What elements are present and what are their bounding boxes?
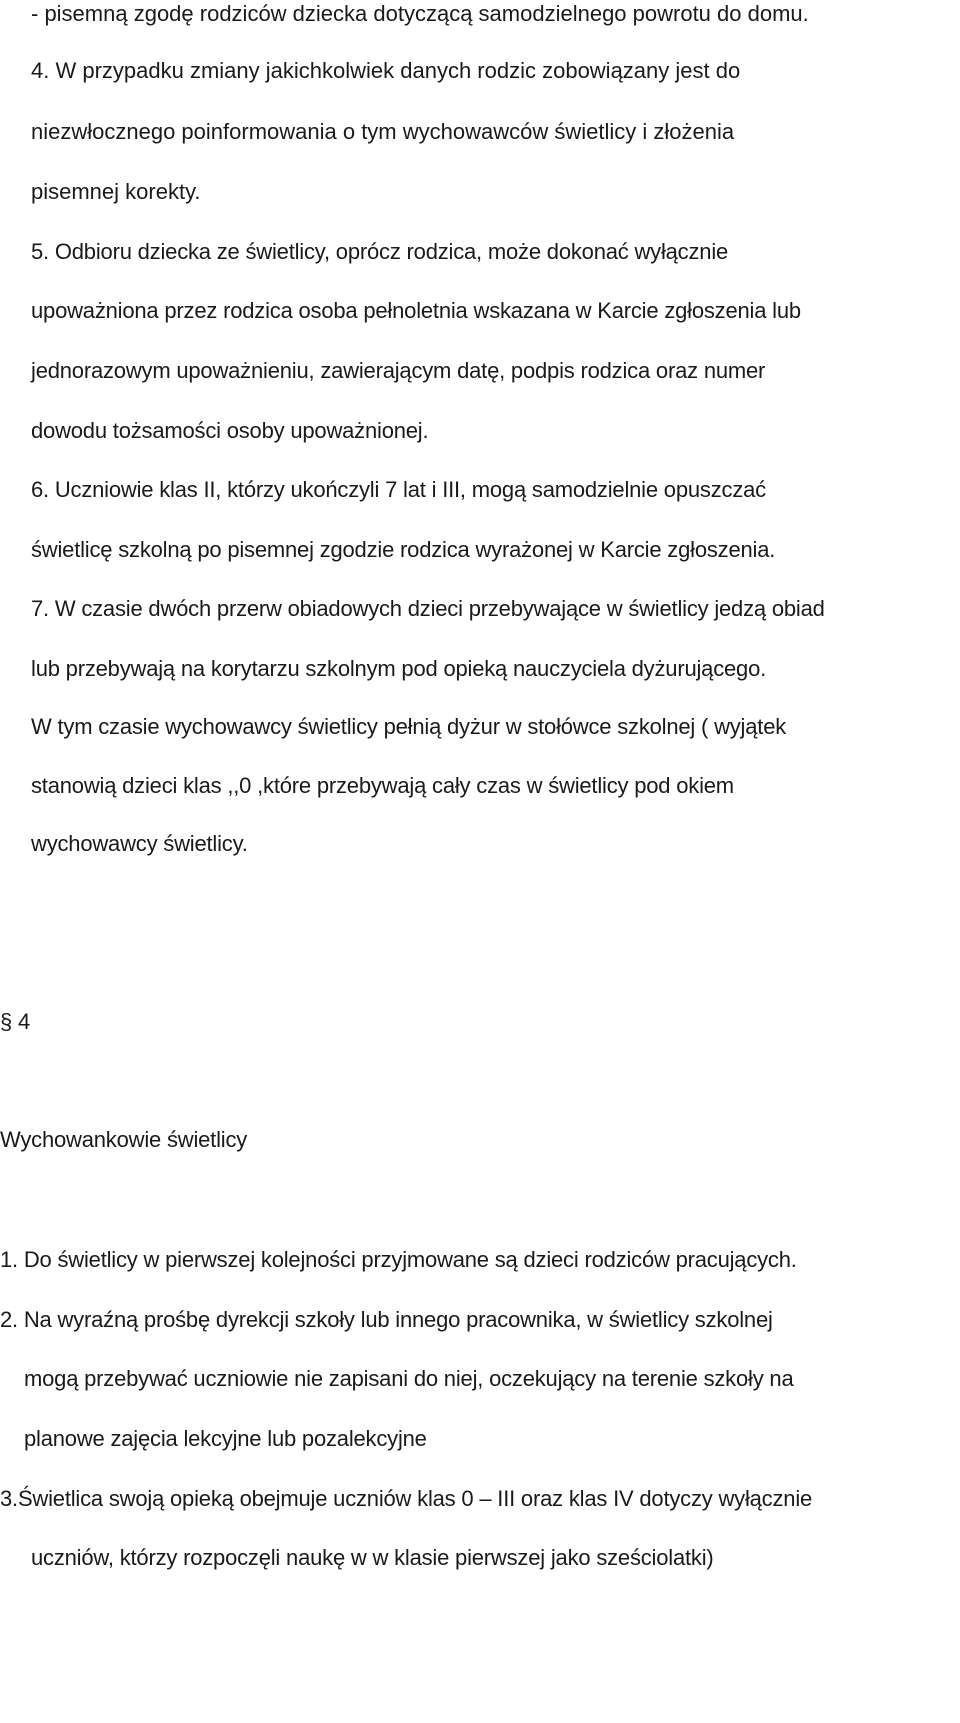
text-line: planowe zajęcia lekcyjne lub pozalekcyjne	[24, 1426, 427, 1451]
text-line: 6. Uczniowie klas II, którzy ukończyli 7 lat i III, mogą samodzielnie opuszczać	[31, 477, 766, 502]
text-line: 2. Na wyraźną prośbę dyrekcji szkoły lub innego pracownika, w świetlicy szkolnej	[0, 1307, 773, 1332]
text-line: świetlicę szkolną po pisemnej zgodzie rodzica wyrażonej w Karcie zgłoszenia.	[31, 537, 776, 562]
text-line: uczniów, którzy rozpoczęli naukę w w klasie pierwszej jako sześciolatki)	[31, 1545, 714, 1570]
text-line: mogą przebywać uczniowie nie zapisani do niej, oczekujący na terenie szkoły na	[24, 1366, 794, 1391]
text-line: 1. Do świetlicy w pierwszej kolejności przyjmowane są dzieci rodziców pracujących.	[0, 1247, 797, 1272]
section-number: § 4	[0, 1009, 30, 1034]
text-line: wychowawcy świetlicy.	[31, 831, 248, 856]
text-line: stanowią dzieci klas ,,0 ,które przebywają cały czas w świetlicy pod okiem	[31, 773, 734, 798]
text-line: niezwłocznego poinformowania o tym wychowawców świetlicy i złożenia	[31, 119, 735, 144]
text-line: 7. W czasie dwóch przerw obiadowych dzieci przebywające w świetlicy jedzą obiad	[31, 596, 825, 621]
text-line: jednorazowym upoważnieniu, zawierającym datę, podpis rodzica oraz numer	[31, 358, 766, 383]
text-line: 5. Odbioru dziecka ze świetlicy, oprócz rodzica, może dokonać wyłącznie	[31, 239, 729, 264]
text-line: pisemnej korekty.	[31, 179, 201, 204]
text-line: lub przebywają na korytarzu szkolnym pod opieką nauczyciela dyżurującego.	[31, 656, 767, 681]
text-line: 4. W przypadku zmiany jakichkolwiek danych rodzic zobowiązany jest do	[31, 58, 741, 83]
text-line: - pisemną zgodę rodziców dziecka dotyczącą samodzielnego powrotu do domu.	[31, 1, 809, 26]
text-line: upoważniona przez rodzica osoba pełnoletnia wskazana w Karcie zgłoszenia lub	[31, 298, 801, 323]
section-title: Wychowankowie świetlicy	[0, 1127, 248, 1152]
text-line: W tym czasie wychowawcy świetlicy pełnią dyżur w stołówce szkolnej ( wyjątek	[31, 714, 787, 739]
text-line: dowodu tożsamości osoby upoważnionej.	[31, 418, 429, 443]
text-line: 3.Świetlica swoją opieką obejmuje uczniów klas 0 – III oraz klas IV dotyczy wyłącznie	[0, 1486, 813, 1511]
